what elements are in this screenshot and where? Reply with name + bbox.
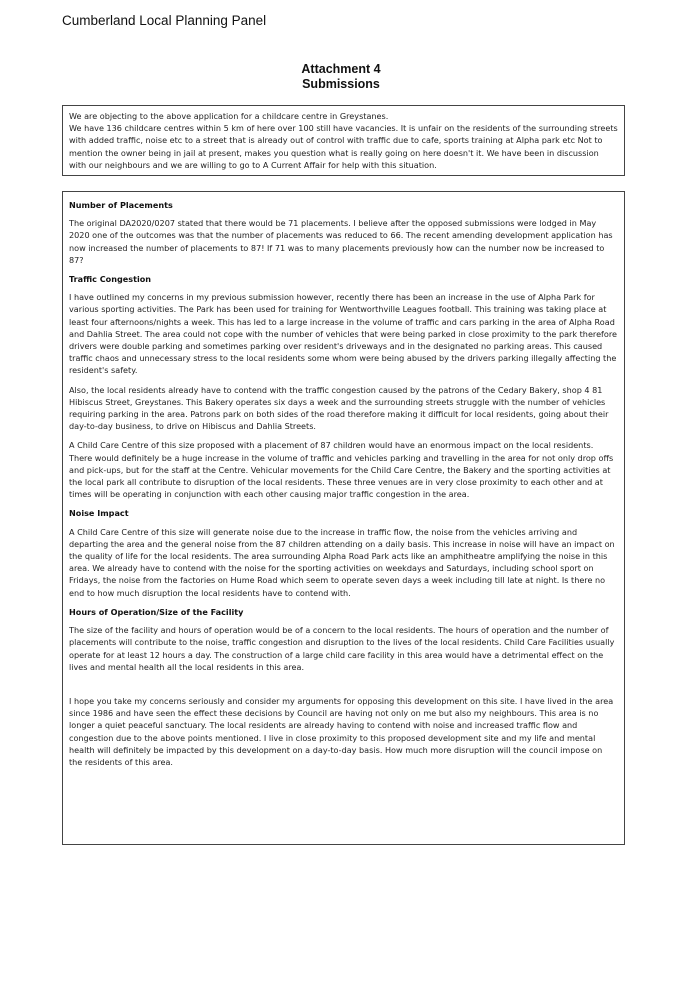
section-heading-hours: Hours of Operation/Size of the Facility bbox=[69, 606, 244, 617]
submission-box-2 bbox=[62, 191, 625, 845]
section-paragraph: The original DA2020/0207 stated that there would be 71 placements. I believe after the opposed submissions were lodged in May 2020 one of the outcomes was that the number of placements was reduced to 66. The recent amending development application has now increased the number of placements to 87! If 71 was to many placements previously how can the number now be increased to 87? bbox=[69, 218, 613, 265]
section-heading-traffic: Traffic Congestion bbox=[69, 274, 152, 285]
section-paragraph: A Child Care Centre of this size proposed with a placement of 87 children would have an enormous impact on the local residents. There would definitely be a huge increase in the volume of traffic and vehicles parking and travelling in the area for not only drop offs and pick-ups, but for the staff at the Centre. Vehicular movements for the Child Care Centre, the Bakery and the sporting activities at the local park all contribute to disruption of the local residents. These three venues are in very close proximity to each other and at times will be operating in conjunction with each other causing major traffic congestion in the area. bbox=[69, 440, 614, 500]
attachment-title bbox=[0, 62, 682, 92]
submission-1-line-1: We are objecting to the above application for a childcare centre in Greystanes. bbox=[69, 111, 389, 121]
section-heading-placements: Number of Placements bbox=[69, 200, 173, 210]
attachment-number: Attachment 4 bbox=[301, 62, 381, 76]
section-heading-noise: Noise Impact bbox=[69, 508, 129, 519]
section-paragraph: A Child Care Centre of this size will generate noise due to the increase in traffic flow, the noise from the vehicles arriving and departing the area and the general noise from the 87 children attending on a daily basis. This increase in noise will have an impact on the quality of life for the local residents. The area surrounding Alpha Road Park acts like an amphitheatre amplifying the noise in this area. We already have to contend with the noise for the sporting activities on weekdays and Saturdays, including school sport on Fridays, the noise from the factories on Hume Road which seem to operate seven days a week including till late at night. Is there no end to how much disruption the local residents have to contend with. bbox=[69, 526, 615, 598]
submission-1-line-2: We have 136 childcare centres within 5 km of here over 100 still have vacancies. It is unfair on the residents of the surrounding streets with added traffic, noise etc to a street that is already out of control with traffic due to cafe, sports training at Alpha park etc Not to mention the owner being in jail at present, makes you question what is really going on here doesn't it. We have been in discussion with our neighbours and we are willing to go to A Current Affair for help with this situation. bbox=[69, 123, 618, 170]
section-paragraph: Also, the local residents already have to contend with the traffic congestion caused by the patrons of the Cedary Bakery, shop 4 81 Hibiscus Street, Greystanes. This Bakery operates six days a week and the surrounding streets struggle with the number of vehicles requiring parking in the area. Patrons park on both sides of the road therefore making it difficult for local residents, going about their day-to-day business, to drive on Hibiscus and Dahlia Streets. bbox=[69, 384, 609, 432]
page-header: Cumberland Local Planning Panel bbox=[62, 13, 267, 28]
closing-paragraph: I hope you take my concerns seriously and consider my arguments for opposing this development on this site. I have lived in the area since 1986 and have seen the effect these decisions by Council are having not only on me but also my neighbours. This area is no longer a quiet peaceful sanctuary. The local residents are already having to contend with noise and increased traffic flow and congestion due to the above points mentioned. I live in close proximity to this proposed development site and my life and mental health will definitely be impacted by this development on a day-to-day basis. How much more disruption will the council impose on the residents of this area. bbox=[69, 695, 614, 767]
section-paragraph: The size of the facility and hours of operation would be of a concern to the local residents. The hours of operation and the number of placements will contribute to the noise, traffic congestion and disruption to the lives of the local residents. Child Care Facilities usually operate for at least 12 hours a day. The construction of a large child care facility in this area would have a detrimental effect on the lives and mental health all the local residents in this area. bbox=[69, 625, 615, 672]
submission-box-1 bbox=[62, 105, 625, 176]
section-paragraph: I have outlined my concerns in my previous submission however, recently there has been an increase in the use of Alpha Park for various sporting activities. The Park has been used for training for Wentworthville Leagues football. This training was taking place at least four afternoons/nights a week. This has led to a large increase in the volume of traffic and cars parking in the area of Alpha Road and Dahlia Street. The area could not cope with the number of vehicles that were being parked in close proximity to the park therefore drivers were double parking and sometimes parking over resident's driveways and in the designated no parking areas. This caused traffic chaos and unnecessary stress to the local residents some whom were being abused by the drivers parking illegally affecting the resident's safety. bbox=[69, 292, 617, 376]
attachment-subtitle: Submissions bbox=[302, 77, 380, 91]
